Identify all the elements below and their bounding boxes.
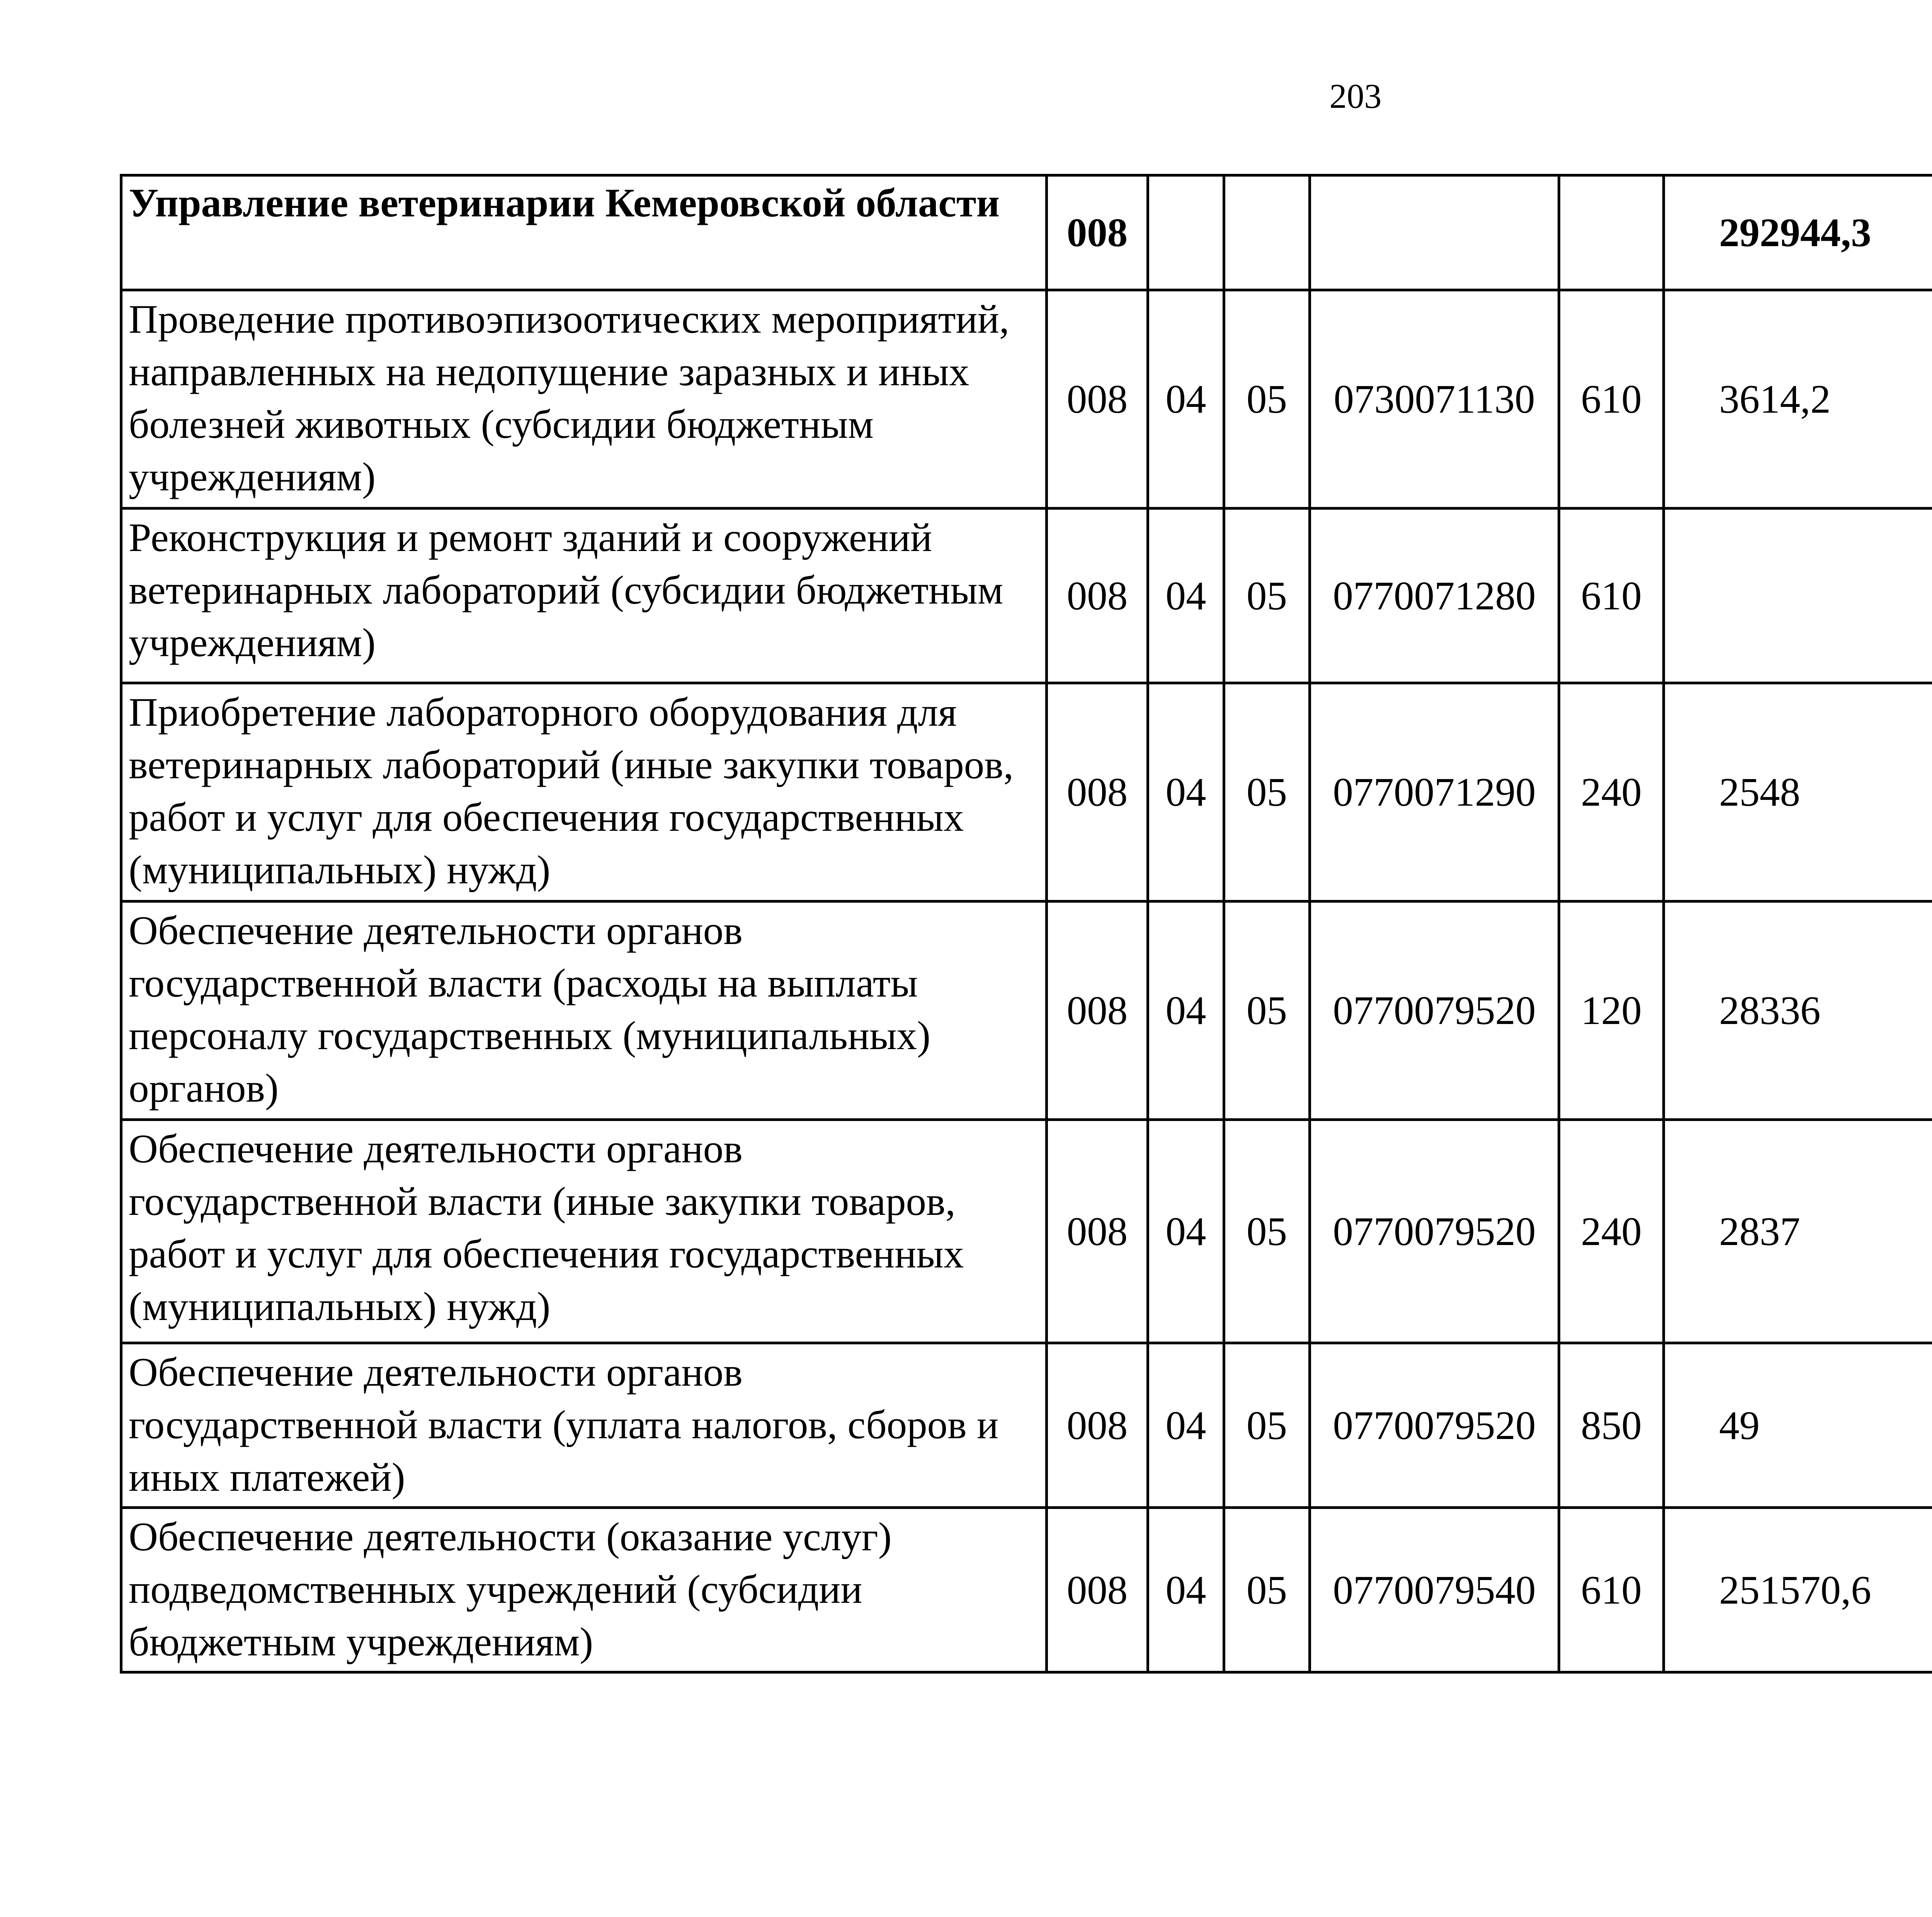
row-name: Обеспечение деятельности органов государственной власти (иные закупки товаров, работ и услуг для обеспечения государственных (муниципальных) нужд) bbox=[121, 1120, 1047, 1343]
section-code: 04 bbox=[1148, 290, 1224, 509]
target-article-code: 0770079540 bbox=[1310, 1508, 1559, 1672]
ministry-code: 008 bbox=[1047, 509, 1148, 683]
target-article-code: 0770079520 bbox=[1310, 1343, 1559, 1508]
expense-type-code: 120 bbox=[1559, 902, 1664, 1120]
ministry-code: 008 bbox=[1047, 290, 1148, 509]
row-name: Обеспечение деятельности (оказание услуг) подведомственных учреждений (субсидии бюджетным учреждениям) bbox=[121, 1508, 1047, 1672]
ministry-code: 008 bbox=[1047, 902, 1148, 1120]
table-row bbox=[121, 1508, 1932, 1672]
subsection-code: 05 bbox=[1224, 509, 1310, 683]
ministry-code: 008 bbox=[1047, 1343, 1148, 1508]
section-code: 04 bbox=[1148, 1343, 1224, 1508]
budget-table bbox=[120, 174, 1932, 1674]
ministry-code: 008 bbox=[1047, 683, 1148, 902]
table-row bbox=[121, 902, 1932, 1120]
section-code: 04 bbox=[1148, 1120, 1224, 1343]
expense-type-code: 610 bbox=[1559, 1508, 1664, 1672]
subsection-code: 05 bbox=[1224, 1343, 1310, 1508]
table-row bbox=[121, 509, 1932, 683]
ministry-code: 008 bbox=[1047, 1508, 1148, 1672]
table-row bbox=[121, 290, 1932, 509]
amount-1: 292944,3 bbox=[1664, 175, 1932, 290]
amount-1 bbox=[1664, 509, 1932, 683]
subsection-code: 05 bbox=[1224, 1120, 1310, 1343]
row-name: Обеспечение деятельности органов государственной власти (уплата налогов, сборов и иных платежей) bbox=[121, 1343, 1047, 1508]
amount-1: 2837 bbox=[1664, 1120, 1932, 1343]
ministry-code: 008 bbox=[1047, 1120, 1148, 1343]
expense-type-code bbox=[1559, 175, 1664, 290]
target-article-code: 0770071280 bbox=[1310, 509, 1559, 683]
table-row-main bbox=[121, 175, 1932, 290]
section-code: 04 bbox=[1148, 683, 1224, 902]
target-article-code: 0770079520 bbox=[1310, 1120, 1559, 1343]
expense-type-code: 240 bbox=[1559, 1120, 1664, 1343]
target-article-code: 0730071130 bbox=[1310, 290, 1559, 509]
subsection-code: 05 bbox=[1224, 290, 1310, 509]
page-number: 203 bbox=[1329, 77, 1382, 116]
section-code: 04 bbox=[1148, 902, 1224, 1120]
row-name: Приобретение лабораторного оборудования для ветеринарных лабораторий (иные закупки товаров, работ и услуг для обеспечения государственных (муниципальных) нужд) bbox=[121, 683, 1047, 902]
subsection-code: 05 bbox=[1224, 683, 1310, 902]
subsection-code: 05 bbox=[1224, 1508, 1310, 1672]
subsection-code: 05 bbox=[1224, 902, 1310, 1120]
section-code: 04 bbox=[1148, 1508, 1224, 1672]
amount-1: 2548 bbox=[1664, 683, 1932, 902]
target-article-code: 0770079520 bbox=[1310, 902, 1559, 1120]
row-name: Обеспечение деятельности органов государственной власти (расходы на выплаты персоналу государственных (муниципальных) органов) bbox=[121, 902, 1047, 1120]
section-code: 04 bbox=[1148, 509, 1224, 683]
subsection-code bbox=[1224, 175, 1310, 290]
section-code bbox=[1148, 175, 1224, 290]
table-row bbox=[121, 1343, 1932, 1508]
amount-1: 251570,6 bbox=[1664, 1508, 1932, 1672]
target-article-code: 0770071290 bbox=[1310, 683, 1559, 902]
row-name: Управление ветеринарии Кемеровской области bbox=[121, 175, 1047, 290]
amount-1: 49 bbox=[1664, 1343, 1932, 1508]
row-name: Проведение противоэпизоотических мероприятий, направленных на недопущение заразных и иных болезней животных (субсидии бюджетным учреждениям) bbox=[121, 290, 1047, 509]
amount-1: 28336 bbox=[1664, 902, 1932, 1120]
table-row bbox=[121, 1120, 1932, 1343]
expense-type-code: 850 bbox=[1559, 1343, 1664, 1508]
expense-type-code: 240 bbox=[1559, 683, 1664, 902]
target-article-code bbox=[1310, 175, 1559, 290]
expense-type-code: 610 bbox=[1559, 509, 1664, 683]
ministry-code: 008 bbox=[1047, 175, 1148, 290]
expense-type-code: 610 bbox=[1559, 290, 1664, 509]
table-row bbox=[121, 683, 1932, 902]
row-name: Реконструкция и ремонт зданий и сооружений ветеринарных лабораторий (субсидии бюджетным учреждениям) bbox=[121, 509, 1047, 683]
amount-1: 3614,2 bbox=[1664, 290, 1932, 509]
